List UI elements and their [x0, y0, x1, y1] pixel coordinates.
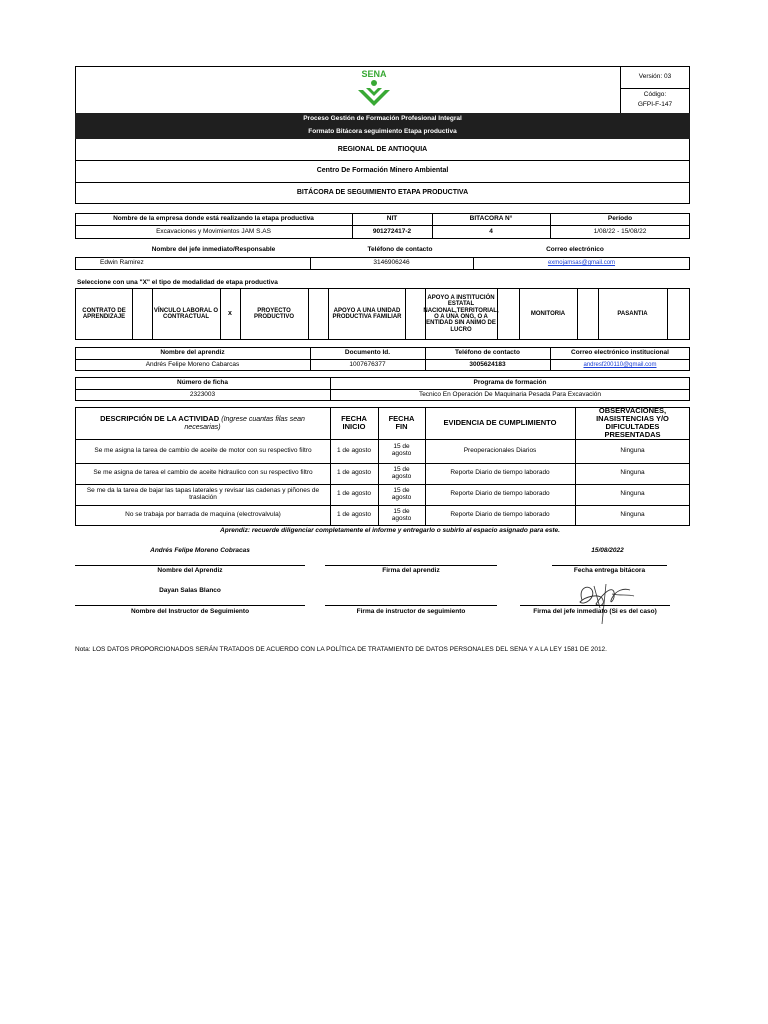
option-contrato: CONTRATO DE APRENDIZAJE: [82, 307, 126, 320]
observaciones-header: OBSERVACIONES, INASISTENCIAS Y/O DIFICULTADES PRESENTADAS: [596, 406, 669, 439]
rule: [328, 288, 329, 340]
document-title: BITÁCORA DE SEGUIMIENTO ETAPA PRODUCTIVA: [296, 189, 469, 197]
jefe-tel-value: 3146906246: [373, 259, 410, 267]
option-monitoria-mark[interactable]: [577, 288, 598, 340]
label-nombre-aprendiz: Nombre del Aprendiz: [157, 566, 223, 574]
aprendiz-name-signed: Andrés Felipe Moreno Cobracas: [150, 546, 250, 554]
apprentice-tel-value: 3005624183: [469, 360, 506, 368]
activity-row-3-inicio: 1 de agosto: [337, 490, 371, 498]
jefe-signature-image: [572, 578, 640, 628]
activity-row-1-fin: 15 de agosto: [391, 443, 412, 457]
label-fecha-entrega: Fecha entrega bitácora: [573, 566, 646, 574]
option-apoyo-familiar-mark[interactable]: [405, 288, 425, 340]
version-divider: [620, 88, 690, 89]
programa-header: Programa de formación: [473, 378, 547, 386]
option-pasantia-mark[interactable]: [667, 288, 690, 340]
ficha-header: Número de ficha: [177, 378, 228, 386]
activity-row-3-fin: 15 de agosto: [391, 486, 412, 501]
activity-row-4-fin: 15 de agosto: [391, 507, 412, 522]
activity-row-3-desc: Se me da la tarea de bajar las tapas laterales y revisar las cadenas y piñones de traslación: [86, 486, 320, 501]
option-proyecto: PROYECTO PRODUCTIVO: [253, 307, 294, 320]
option-contrato-mark[interactable]: [132, 288, 152, 340]
label-firma-aprendiz: Firma del aprendiz: [382, 566, 440, 574]
activity-row-2-desc: Se me asigna de tarea el cambio de aceite hidraulico con su respectivo filtro: [93, 469, 313, 477]
activity-row-3-evidencia: Reporte Diario de tiempo laborado: [450, 490, 550, 498]
activity-desc-header: [75, 407, 330, 439]
option-monitoria: MONITORIA: [530, 310, 566, 317]
jefe-email-header: Correo electrónico: [546, 245, 604, 253]
apprentice-doc-value: 1007676377: [349, 360, 386, 368]
apprentice-doc-header: Documento Id.: [344, 348, 391, 356]
activity-desc-header-text: DESCRIPCIÓN DE LA ACTIVIDAD: [100, 413, 220, 423]
aprendiz-reminder: Aprendiz: recuerde diligenciar completamente el informe y entregarlo o subirlo al espacio asignado para este.: [220, 526, 560, 534]
periodo-value: 1/08/22 - 15/08/22: [593, 228, 647, 236]
company-name-value: Excavaciones y Movimientos JAM S.AS: [156, 228, 271, 236]
activity-row-1-inicio: 1 de agosto: [337, 446, 371, 454]
fecha-inicio-header: FECHA INICIO: [341, 414, 367, 431]
jefe-tel-header: Teléfono de contacto: [367, 245, 433, 253]
regional-title: REGIONAL DE ANTIOQUIA: [337, 145, 428, 153]
jefe-email-link[interactable]: exmojamsas@gmail.com: [547, 260, 616, 267]
activity-row-1-evidencia: Preoperacionales Diarios: [463, 446, 537, 454]
evidencia-header: EVIDENCIA DE CUMPLIMIENTO: [443, 418, 557, 428]
activity-row-1-obs: Ninguna: [620, 446, 645, 454]
option-vinculo-mark[interactable]: x: [228, 310, 232, 318]
periodo-header: Período: [607, 214, 633, 222]
activity-desc-header-note: (Ingrese cuantas filas sean necesarias): [184, 415, 305, 431]
activity-row-3-obs: Ninguna: [620, 490, 645, 498]
privacy-note: Nota: LOS DATOS PROPORCIONADOS SERÁN TRATADOS DE ACUERDO CON LA POLÍTICA DE TRATAMIENTO DE DATOS PERSONALES DEL SENA Y A LA LEY 1581 DE 2012.: [75, 645, 607, 653]
option-apoyo-institucion-mark[interactable]: [497, 288, 519, 340]
nit-value: 901272417-2: [372, 228, 412, 236]
company-name-header: Nombre de la empresa donde está realizando la etapa productiva: [113, 214, 314, 222]
option-apoyo-familiar: APOYO A UNA UNIDAD PRODUCTIVA FAMILIAR: [332, 307, 402, 320]
centro-title: Centro De Formación Minero Ambiental: [316, 167, 449, 175]
ficha-value: 2323003: [189, 390, 216, 398]
option-pasantia: PASANTIA: [617, 310, 648, 317]
apprentice-email-header: Correo electrónico institucional: [571, 348, 669, 356]
programa-value: Tecnico En Operación De Maquinaria Pesada Para Excavación: [418, 390, 602, 398]
bitacora-value: 4: [489, 228, 493, 236]
label-firma-instructor: Firma de instructor de seguimiento: [356, 607, 466, 615]
apprentice-email-link[interactable]: andresf200110@gmail.com: [583, 361, 657, 368]
activity-row-4-obs: Ninguna: [620, 511, 645, 519]
activity-row-2-fin: 15 de agosto: [391, 465, 412, 480]
activity-row-4-desc: No se trabaja por barrada de maquina (electrovalvula): [125, 511, 281, 519]
activity-row-4-inicio: 1 de agosto: [337, 511, 371, 519]
sena-logo: [352, 68, 396, 108]
nit-header: NIT: [386, 214, 398, 222]
instructor-name: Dayan Salas Blanco: [159, 586, 221, 594]
option-vinculo: VÍNCULO LABORAL O CONTRACTUAL: [153, 307, 219, 320]
option-apoyo-institucion: APOYO A INSTITUCIÓN ESTATAL NACIONAL,TERRITORIAL, O A UNA ONG, O A ENTIDAD SIN ANIMO DE LUCRO: [423, 295, 499, 333]
option-proyecto-mark[interactable]: [308, 288, 328, 340]
activity-row-2-evidencia: Reporte Diario de tiempo laborado: [450, 469, 550, 477]
modalidad-prompt: Seleccione con una "X" el tipo de modalidad de etapa productiva: [77, 279, 278, 287]
bitacora-header: BITACORA N°: [469, 214, 513, 222]
apprentice-name-header: Nombre del aprendiz: [160, 348, 225, 356]
activity-row-4-evidencia: Reporte Diario de tiempo laborado: [450, 511, 550, 519]
activity-row-2-inicio: 1 de agosto: [337, 469, 371, 477]
process-title: Proceso Gestión de Formación Profesional Integral: [303, 115, 462, 123]
fecha-entrega-value: 15/08/2022: [591, 546, 624, 554]
code-label: Código:: [643, 90, 667, 98]
activity-row-1-desc: Se me asigna la tarea de cambio de aceite de motor con su respectivo filtro: [94, 446, 312, 454]
code-value: GFPI-F-147: [637, 101, 673, 109]
jefe-header: Nombre del jefe inmediato/Responsable: [151, 245, 276, 253]
apprentice-name-value: Andrés Felipe Moreno Cabarcas: [145, 360, 240, 368]
label-nombre-instructor: Nombre del Instructor de Seguimiento: [130, 607, 250, 615]
format-title: Formato Bitácora seguimiento Etapa productiva: [308, 128, 457, 136]
apprentice-tel-header: Teléfono de contacto: [455, 348, 520, 356]
label-firma-jefe: Firma del jefe inmediato (Si es del caso): [533, 607, 657, 615]
jefe-value: Edwin Ramirez: [100, 259, 144, 267]
rule: [240, 288, 241, 340]
logo-text: SENA: [361, 69, 387, 79]
fecha-fin-header: FECHA FIN: [388, 414, 415, 431]
version-text: Versión: 03: [638, 72, 672, 80]
activity-row-2-obs: Ninguna: [620, 469, 645, 477]
